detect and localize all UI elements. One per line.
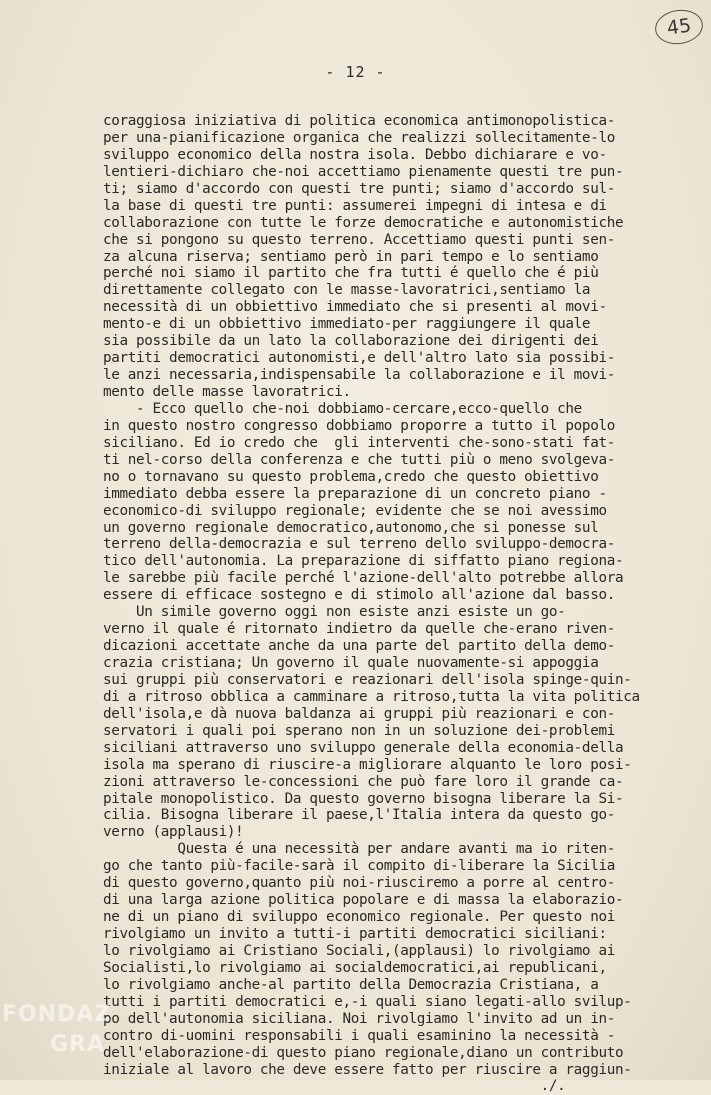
text-line: di a ritroso obblica a camminare a ritroso,tutta la vita politica	[103, 688, 640, 705]
text-line: no o tornavano su questo problema,credo che questo obiettivo	[103, 468, 599, 485]
text-line: lo rivolgiamo ai Cristiano Sociali,(applausi) lo rivolgiamo ai	[103, 942, 615, 959]
text-line: ./.	[103, 1078, 566, 1095]
text-line: collaborazione con tutte le forze democratiche e autonomistiche	[103, 214, 624, 231]
text-line: un governo regionale democratico,autonomo,che si ponesse sul	[103, 519, 599, 536]
text-line: in questo nostro congresso dobbiamo proporre a tutto il popolo	[103, 417, 615, 434]
text-line: - Ecco quello che-noi dobbiamo-cercare,ecco-quello che	[103, 400, 582, 417]
text-line: iniziale al lavoro che deve essere fatto per riuscire a raggiun-	[103, 1061, 632, 1078]
text-line: pitale monopolistico. Da questo governo bisogna liberare la Si-	[103, 790, 624, 807]
text-line: di questo governo,quanto più noi-riusciremo a porre al centro-	[103, 875, 615, 892]
text-line: lentieri-dichiaro che-noi accettiamo pienamente questi tre pun-	[103, 163, 624, 180]
text-line: le sarebbe più facile perché l'azione-dell'alto potrebbe allora	[103, 570, 624, 587]
text-line: lo rivolgiamo anche-al partito della Democrazia Cristiana, a	[103, 976, 599, 993]
text-line: dell'elaborazione-di questo piano regionale,diano un contributo	[103, 1044, 624, 1061]
text-line: per una-pianificazione organica che realizzi sollecitamente-lo	[103, 129, 615, 146]
watermark-line-1: FONDAZ	[2, 1002, 112, 1027]
text-line: rivolgiamo un invito a tutti-i partiti democratici siciliani:	[103, 926, 607, 942]
text-line: di una larga azione politica popolare e di massa la elaborazio-	[103, 892, 624, 909]
text-line: ne di un piano di sviluppo economico regionale. Per questo noi	[103, 909, 615, 926]
text-line: ti; siamo d'accordo con questi tre punti; siamo d'accordo sul-	[103, 180, 615, 197]
text-line: tico dell'autonomia. La preparazione di siffatto piano regiona-	[103, 553, 624, 570]
text-line: che si pongono su questo terreno. Accettiamo questi punti sen-	[103, 231, 615, 248]
text-line: terreno della-democrazia e sul terreno dello sviluppo-democra-	[103, 536, 615, 553]
text-line: siciliano. Ed io credo che gli interventi che-sono-stati fat-	[103, 434, 615, 451]
text-line: isola ma sperano di riuscire-a migliorare alquanto le loro posi-	[103, 756, 632, 773]
text-line: go che tanto più-facile-sarà il compito di-liberare la Sicilia	[103, 858, 615, 875]
text-line: sui gruppi più conservatori e reazionari dell'isola spinge-quin-	[103, 671, 632, 688]
text-line: contro di-uomini responsabili i quali esaminino la necessità -	[103, 1027, 615, 1044]
text-line: partiti democratici autonomisti,e dell'altro lato sia possibi-	[103, 350, 615, 367]
body-text	[103, 113, 683, 1095]
text-line: la base di questi tre punti: assumerei impegni di intesa e di	[103, 197, 607, 214]
archive-page-stamp	[653, 7, 705, 47]
text-line: dicazioni accettate anche da una parte del partito della demo-	[103, 638, 615, 655]
text-line: coraggiosa iniziativa di politica economica antimonopolistica-	[103, 113, 615, 129]
watermark-line-2: GRA	[50, 1032, 106, 1057]
text-line: sia possibile da un lato la collaborazione dei dirigenti dei	[103, 333, 599, 350]
text-line: immediato debba essere la preparazione di un concreto piano -	[103, 485, 607, 502]
text-line: mento delle masse lavoratrici.	[103, 384, 351, 400]
text-line: verno (applausi)!	[103, 824, 244, 841]
text-line: necessità di un obbiettivo immediato che si presenti al movi-	[103, 299, 607, 316]
archive-page-stamp-number: 45	[665, 14, 693, 40]
text-line: dell'isola,e dà nuova baldanza ai gruppi più reazionari e con-	[103, 705, 615, 722]
text-line: le anzi necessaria,indispensabile la collaborazione e il movi-	[103, 367, 615, 384]
text-line: Socialisti,lo rivolgiamo ai socialdemocratici,ai republicani,	[103, 959, 607, 976]
foundation-watermark	[2, 1000, 111, 1060]
text-line: tutti i partiti democratici e,-i quali siano legati-allo svilup-	[103, 993, 632, 1010]
text-line: Un simile governo oggi non esiste anzi esiste un go-	[103, 604, 566, 621]
text-line: crazia cristiana; Un governo il quale nuovamente-si appoggia	[103, 655, 599, 671]
text-line: po dell'autonomia siciliana. Noi rivolgiamo l'invito ad un in-	[103, 1010, 615, 1027]
text-line: za alcuna riserva; sentiamo però in pari tempo e lo sentiamo	[103, 248, 599, 265]
text-line: ti nel-corso della conferenza e che tutti più o meno svolgeva-	[103, 451, 615, 468]
text-line: mento-e di un obbiettivo immediato-per raggiungere il quale	[103, 316, 591, 333]
text-line: economico-di sviluppo regionale; evidente che se noi avessimo	[103, 502, 607, 519]
text-line: verno il quale é ritornato indietro da quelle che-erano riven-	[103, 621, 615, 638]
text-line: essere di efficace sostegno e di stimolo all'azione dal basso.	[103, 587, 615, 604]
text-line: servatori i quali poi sperano non in un soluzione dei-problemi	[103, 722, 615, 739]
page-number: - 12 -	[325, 63, 386, 81]
text-line: cilia. Bisogna liberare il paese,l'Italia intera da questo go-	[103, 807, 615, 824]
text-line: perché noi siamo il partito che fra tutti é quello che é più	[103, 265, 599, 282]
text-line: zioni attraverso le-concessioni che può fare loro il grande ca-	[103, 773, 624, 790]
text-line: sviluppo economico della nostra isola. Debbo dichiarare e vo-	[103, 146, 607, 163]
text-line: siciliani attraverso uno sviluppo generale della economia-della	[103, 739, 624, 756]
text-line: Questa é una necessità per andare avanti ma io riten-	[103, 841, 615, 858]
text-line: direttamente collegato con le masse-lavoratrici,sentiamo la	[103, 282, 591, 299]
